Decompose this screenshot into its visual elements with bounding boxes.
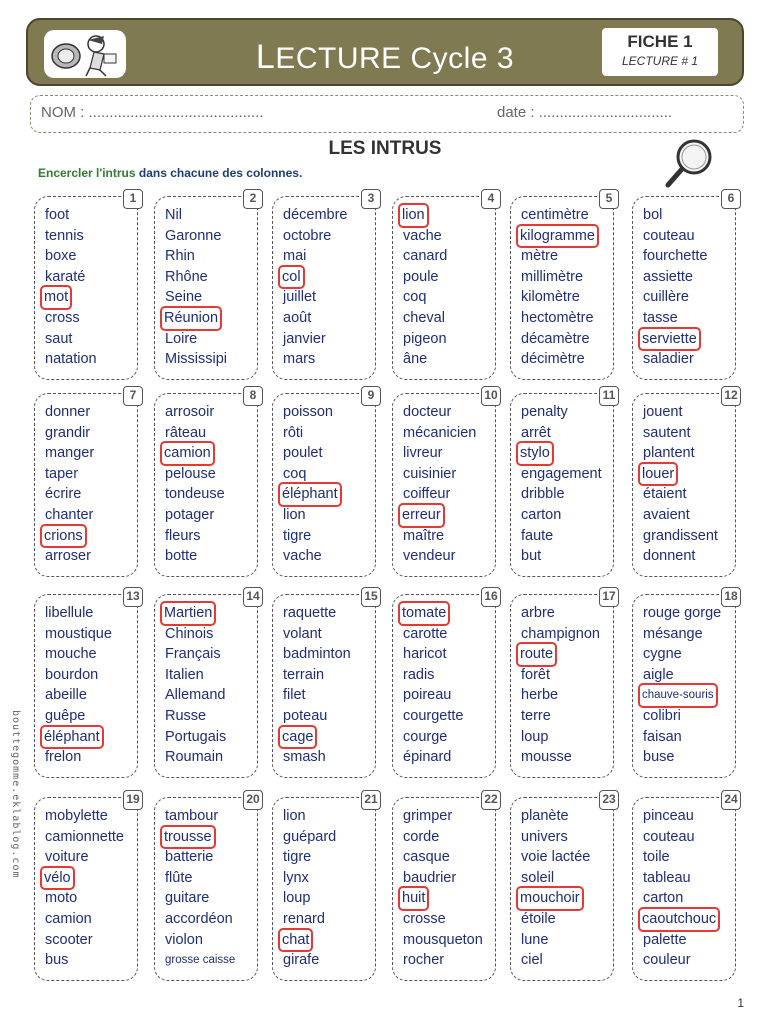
- word[interactable]: faute: [521, 527, 554, 544]
- word-box-11: [510, 388, 616, 577]
- word[interactable]: arrosoir: [165, 404, 215, 420]
- fiche-subtitle: LECTURE # 1: [621, 54, 699, 68]
- word[interactable]: lune: [521, 931, 549, 948]
- word-box-14: [154, 589, 260, 778]
- intrus-word[interactable]: huit: [400, 888, 427, 909]
- box-number: 18: [721, 587, 741, 607]
- word[interactable]: mai: [283, 248, 307, 265]
- word[interactable]: décamètre: [521, 330, 590, 347]
- word-list: [45, 806, 133, 971]
- page-title: LES INTRUS: [328, 138, 442, 159]
- word[interactable]: grimper: [403, 808, 453, 824]
- word[interactable]: terrain: [283, 666, 325, 683]
- word[interactable]: courge: [403, 728, 448, 745]
- word-box-1: [34, 191, 138, 380]
- word-box-6: [632, 191, 736, 380]
- word[interactable]: jouent: [643, 404, 683, 420]
- word[interactable]: mobylette: [45, 808, 108, 824]
- word[interactable]: vache: [403, 227, 442, 244]
- word[interactable]: guépard: [283, 828, 337, 845]
- word[interactable]: loup: [283, 890, 311, 907]
- word[interactable]: chanter: [45, 506, 94, 523]
- word[interactable]: Mississipi: [165, 351, 228, 368]
- word[interactable]: décembre: [283, 207, 348, 223]
- word-box-2: [154, 191, 258, 380]
- box-number: 9: [361, 386, 381, 406]
- word-box-4: [392, 191, 496, 380]
- word-list: [45, 205, 133, 370]
- word-box-3: [272, 191, 376, 380]
- word[interactable]: casque: [403, 849, 450, 866]
- box-number: 20: [243, 790, 263, 810]
- word[interactable]: abeille: [45, 687, 87, 704]
- word-list: [45, 402, 133, 567]
- word[interactable]: saut: [45, 330, 73, 347]
- word[interactable]: girafe: [283, 952, 320, 969]
- word[interactable]: janvier: [283, 330, 326, 347]
- word-list: [283, 806, 371, 971]
- word[interactable]: badminton: [283, 646, 351, 663]
- word[interactable]: cuillère: [643, 289, 689, 306]
- word[interactable]: loup: [521, 728, 549, 745]
- instructions-verb: Encercler l'intrus: [38, 166, 136, 180]
- word[interactable]: engagement: [521, 465, 602, 482]
- word[interactable]: but: [521, 548, 542, 565]
- word[interactable]: frelon: [45, 749, 82, 766]
- intrus-word[interactable]: Réunion: [162, 308, 220, 329]
- word[interactable]: canard: [403, 248, 448, 265]
- word[interactable]: août: [283, 309, 312, 326]
- intrus-word[interactable]: chat: [280, 930, 311, 951]
- word[interactable]: écrire: [45, 486, 82, 503]
- word-list: [283, 402, 371, 567]
- word[interactable]: rouge gorge: [643, 605, 722, 621]
- word[interactable]: fourchette: [643, 248, 708, 265]
- word[interactable]: Loire: [165, 330, 198, 347]
- banner-title-rest: ECTURE Cycle 3: [275, 42, 515, 75]
- word[interactable]: mètre: [521, 248, 559, 265]
- word[interactable]: décimètre: [521, 351, 585, 368]
- header-banner: [26, 18, 744, 86]
- intrus-word[interactable]: stylo: [518, 443, 552, 464]
- box-number: 11: [599, 386, 619, 406]
- box-number: 23: [599, 790, 619, 810]
- word[interactable]: planète: [521, 808, 569, 824]
- word[interactable]: râteau: [165, 424, 207, 441]
- word[interactable]: corde: [403, 828, 440, 845]
- box-number: 24: [721, 790, 741, 810]
- word[interactable]: donnent: [643, 548, 696, 565]
- word[interactable]: fleurs: [165, 527, 201, 544]
- word[interactable]: Rhin: [165, 248, 195, 265]
- box-number: 16: [481, 587, 501, 607]
- word[interactable]: carotte: [403, 625, 448, 642]
- word[interactable]: lion: [283, 808, 306, 824]
- word[interactable]: kilomètre: [521, 289, 580, 306]
- word[interactable]: bourdon: [45, 666, 99, 683]
- word[interactable]: avaient: [643, 506, 690, 523]
- word[interactable]: Russe: [165, 707, 207, 724]
- intrus-word[interactable]: col: [280, 267, 303, 288]
- word[interactable]: mars: [283, 351, 316, 368]
- box-number: 7: [123, 386, 143, 406]
- word[interactable]: grandir: [45, 424, 91, 441]
- word[interactable]: herbe: [521, 687, 559, 704]
- word-list: [283, 205, 371, 370]
- word[interactable]: libellule: [45, 605, 94, 621]
- box-number: 19: [123, 790, 143, 810]
- box-number: 3: [361, 189, 381, 209]
- word-box-19: [34, 792, 140, 981]
- word-box-12: [632, 388, 738, 577]
- intrus-word[interactable]: cage: [280, 727, 315, 748]
- word[interactable]: maître: [403, 527, 445, 544]
- word-box-9: [272, 388, 376, 577]
- word[interactable]: tigre: [283, 527, 312, 544]
- word[interactable]: haricot: [403, 646, 447, 663]
- word[interactable]: soleil: [521, 869, 555, 886]
- word[interactable]: millimètre: [521, 268, 584, 285]
- word[interactable]: pelouse: [165, 465, 216, 482]
- word[interactable]: hectomètre: [521, 309, 594, 326]
- word-box-8: [154, 388, 258, 577]
- word[interactable]: guêpe: [45, 707, 86, 724]
- word[interactable]: smash: [283, 749, 326, 766]
- word-list: [403, 603, 491, 768]
- word[interactable]: arrêt: [521, 424, 551, 441]
- word[interactable]: donner: [45, 404, 91, 420]
- word[interactable]: coq: [283, 465, 307, 482]
- box-number: 10: [481, 386, 501, 406]
- word-list: [165, 603, 253, 768]
- word[interactable]: foot: [45, 207, 70, 223]
- page-number: 1: [737, 996, 744, 1010]
- word[interactable]: aigle: [643, 666, 674, 683]
- word[interactable]: moustique: [45, 625, 112, 642]
- word-box-18: [632, 589, 738, 778]
- word[interactable]: centimètre: [521, 207, 589, 223]
- word[interactable]: camionnette: [45, 828, 124, 845]
- box-number: 14: [243, 587, 263, 607]
- word[interactable]: cross: [45, 309, 80, 326]
- word[interactable]: poteau: [283, 707, 328, 724]
- word[interactable]: bol: [643, 207, 663, 223]
- box-number: 5: [599, 189, 619, 209]
- word[interactable]: tondeuse: [165, 486, 225, 503]
- intrus-word[interactable]: crions: [42, 526, 85, 547]
- word[interactable]: tennis: [45, 227, 84, 244]
- word[interactable]: filet: [283, 687, 306, 704]
- word[interactable]: poule: [403, 268, 439, 285]
- intrus-word[interactable]: erreur: [400, 505, 443, 526]
- word[interactable]: lion: [283, 506, 306, 523]
- intrus-word[interactable]: vélo: [42, 868, 73, 889]
- box-number: 4: [481, 189, 501, 209]
- intrus-word[interactable]: éléphant: [42, 727, 102, 748]
- word[interactable]: batterie: [165, 849, 214, 866]
- word[interactable]: karaté: [45, 268, 86, 285]
- word[interactable]: toile: [643, 849, 670, 866]
- word[interactable]: terre: [521, 707, 551, 724]
- word-list: [521, 806, 609, 971]
- word[interactable]: voiture: [45, 849, 89, 866]
- word-list: [165, 205, 253, 370]
- word-box-23: [510, 792, 616, 981]
- word[interactable]: mécanicien: [403, 424, 477, 441]
- word[interactable]: bus: [45, 952, 69, 969]
- box-number: 6: [721, 189, 741, 209]
- intrus-word[interactable]: mouchoir: [518, 888, 582, 909]
- box-number: 2: [243, 189, 263, 209]
- intrus-word[interactable]: kilogramme: [518, 226, 597, 247]
- word[interactable]: grandissent: [643, 527, 718, 544]
- word-box-16: [392, 589, 498, 778]
- intrus-word[interactable]: tomate: [400, 603, 448, 624]
- word[interactable]: carton: [643, 890, 684, 907]
- word[interactable]: docteur: [403, 404, 452, 420]
- word[interactable]: volant: [283, 625, 322, 642]
- intrus-word[interactable]: lion: [400, 205, 427, 226]
- intrus-word[interactable]: chauve-souris: [640, 685, 716, 706]
- word[interactable]: Allemand: [165, 687, 226, 704]
- word[interactable]: potager: [165, 506, 215, 523]
- box-number: 1: [123, 189, 143, 209]
- box-number: 8: [243, 386, 263, 406]
- word[interactable]: ciel: [521, 952, 543, 969]
- word[interactable]: dribble: [521, 486, 565, 503]
- word-box-7: [34, 388, 138, 577]
- word[interactable]: guitare: [165, 890, 210, 907]
- word[interactable]: âne: [403, 351, 428, 368]
- box-number: 12: [721, 386, 741, 406]
- word[interactable]: livreur: [403, 445, 443, 462]
- word[interactable]: Rhône: [165, 268, 208, 285]
- intrus-word[interactable]: louer: [640, 464, 676, 485]
- nom-field[interactable]: NOM : ..........................................: [41, 104, 264, 121]
- word[interactable]: étoile: [521, 910, 556, 927]
- box-number: 22: [481, 790, 501, 810]
- box-number: 17: [599, 587, 619, 607]
- word[interactable]: Portugais: [165, 728, 227, 745]
- word[interactable]: Seine: [165, 289, 203, 306]
- intrus-word[interactable]: camion: [162, 443, 213, 464]
- word[interactable]: pinceau: [643, 808, 694, 824]
- word[interactable]: Garonne: [165, 227, 222, 244]
- word[interactable]: tigre: [283, 849, 312, 866]
- word[interactable]: pigeon: [403, 330, 447, 347]
- word[interactable]: grosse caisse: [165, 954, 236, 967]
- word-list: [45, 603, 133, 768]
- word-box-20: [154, 792, 260, 981]
- word[interactable]: coiffeur: [403, 486, 451, 503]
- word-list: [521, 205, 609, 370]
- word[interactable]: arroser: [45, 548, 91, 565]
- instructions-rest: dans chacune des colonnes.: [135, 166, 303, 180]
- side-credit: bouttegomme.eklablog.com: [10, 710, 21, 879]
- word[interactable]: Chinois: [165, 625, 214, 642]
- banner-title-initial: L: [255, 38, 276, 76]
- word[interactable]: courgette: [403, 707, 464, 724]
- word[interactable]: cheval: [403, 309, 445, 326]
- word[interactable]: vendeur: [403, 548, 456, 565]
- word[interactable]: accordéon: [165, 910, 233, 927]
- word[interactable]: forêt: [521, 666, 551, 683]
- word[interactable]: lynx: [283, 869, 309, 886]
- word-list: [403, 402, 491, 567]
- instructions: [38, 166, 302, 180]
- word[interactable]: plantent: [643, 445, 695, 462]
- word[interactable]: mousqueton: [403, 931, 483, 948]
- word[interactable]: cygne: [643, 646, 682, 663]
- word[interactable]: juillet: [283, 289, 317, 306]
- word[interactable]: tableau: [643, 869, 691, 886]
- word-box-22: [392, 792, 498, 981]
- intrus-word[interactable]: trousse: [162, 827, 214, 848]
- word-list: [521, 402, 609, 567]
- word[interactable]: poireau: [403, 687, 452, 704]
- word[interactable]: tambour: [165, 808, 219, 824]
- word[interactable]: étaient: [643, 486, 687, 503]
- word[interactable]: baudrier: [403, 869, 457, 886]
- word-box-17: [510, 589, 616, 778]
- word[interactable]: mésange: [643, 625, 703, 642]
- word-list: [643, 603, 731, 768]
- word[interactable]: coq: [403, 289, 427, 306]
- word-box-5: [510, 191, 614, 380]
- word[interactable]: Italien: [165, 666, 204, 683]
- word-list: [521, 603, 609, 768]
- word-box-24: [632, 792, 738, 981]
- box-number: 13: [123, 587, 143, 607]
- word-list: [403, 205, 491, 370]
- word-list: [165, 806, 253, 971]
- word[interactable]: octobre: [283, 227, 332, 244]
- box-number: 21: [361, 790, 381, 810]
- name-date-row: [30, 95, 744, 133]
- word[interactable]: poulet: [283, 445, 323, 462]
- word-list: [165, 402, 253, 567]
- word[interactable]: assiette: [643, 268, 693, 285]
- word[interactable]: taper: [45, 465, 79, 482]
- box-number: 15: [361, 587, 381, 607]
- word[interactable]: couteau: [643, 227, 695, 244]
- fiche-number: FICHE 1: [627, 32, 693, 51]
- word[interactable]: botte: [165, 548, 198, 565]
- fiche-label: [600, 26, 720, 78]
- word[interactable]: voie lactée: [521, 849, 591, 866]
- word[interactable]: violon: [165, 931, 203, 948]
- word[interactable]: manger: [45, 445, 95, 462]
- word[interactable]: vache: [283, 548, 322, 565]
- intrus-word[interactable]: caoutchouc: [640, 909, 718, 930]
- word[interactable]: sautent: [643, 424, 691, 441]
- word[interactable]: Français: [165, 646, 221, 663]
- word[interactable]: Nil: [165, 207, 182, 223]
- word[interactable]: flûte: [165, 869, 193, 886]
- intrus-word[interactable]: mot: [42, 287, 70, 308]
- intrus-word[interactable]: éléphant: [280, 484, 340, 505]
- word[interactable]: faisan: [643, 728, 682, 745]
- intrus-word[interactable]: route: [518, 644, 555, 665]
- word-box-10: [392, 388, 498, 577]
- word-list: [643, 402, 731, 567]
- word[interactable]: univers: [521, 828, 568, 845]
- magnifier-icon: [660, 135, 720, 195]
- word[interactable]: palette: [643, 931, 687, 948]
- word[interactable]: moto: [45, 890, 78, 907]
- word[interactable]: couteau: [643, 828, 695, 845]
- word[interactable]: raquette: [283, 605, 337, 621]
- word[interactable]: mouche: [45, 646, 97, 663]
- word[interactable]: scooter: [45, 931, 93, 948]
- date-field[interactable]: date : ................................: [497, 104, 673, 121]
- word-list: [643, 205, 731, 370]
- word[interactable]: natation: [45, 351, 97, 368]
- word-box-15: [272, 589, 378, 778]
- word[interactable]: Roumain: [165, 749, 224, 766]
- word[interactable]: arbre: [521, 605, 555, 621]
- word[interactable]: rocher: [403, 952, 445, 969]
- word[interactable]: carton: [521, 506, 562, 523]
- word[interactable]: crosse: [403, 910, 446, 927]
- word[interactable]: mousse: [521, 749, 572, 766]
- word[interactable]: couleur: [643, 952, 691, 969]
- word[interactable]: épinard: [403, 749, 452, 766]
- word-list: [283, 603, 371, 768]
- word-list: [403, 806, 491, 971]
- word[interactable]: rôti: [283, 424, 304, 441]
- intrus-word[interactable]: Martien: [162, 603, 214, 624]
- word-box-13: [34, 589, 140, 778]
- word[interactable]: tasse: [643, 309, 678, 326]
- word[interactable]: camion: [45, 910, 92, 927]
- word[interactable]: colibri: [643, 707, 681, 724]
- intrus-word[interactable]: serviette: [640, 329, 699, 350]
- word[interactable]: renard: [283, 910, 325, 927]
- word[interactable]: champignon: [521, 625, 600, 642]
- word-list: [643, 806, 731, 971]
- word[interactable]: cuisinier: [403, 465, 457, 482]
- word[interactable]: poisson: [283, 404, 333, 420]
- word[interactable]: saladier: [643, 351, 694, 368]
- word[interactable]: boxe: [45, 248, 77, 265]
- word[interactable]: radis: [403, 666, 435, 683]
- word-box-21: [272, 792, 378, 981]
- word[interactable]: buse: [643, 749, 675, 766]
- word[interactable]: penalty: [521, 404, 568, 420]
